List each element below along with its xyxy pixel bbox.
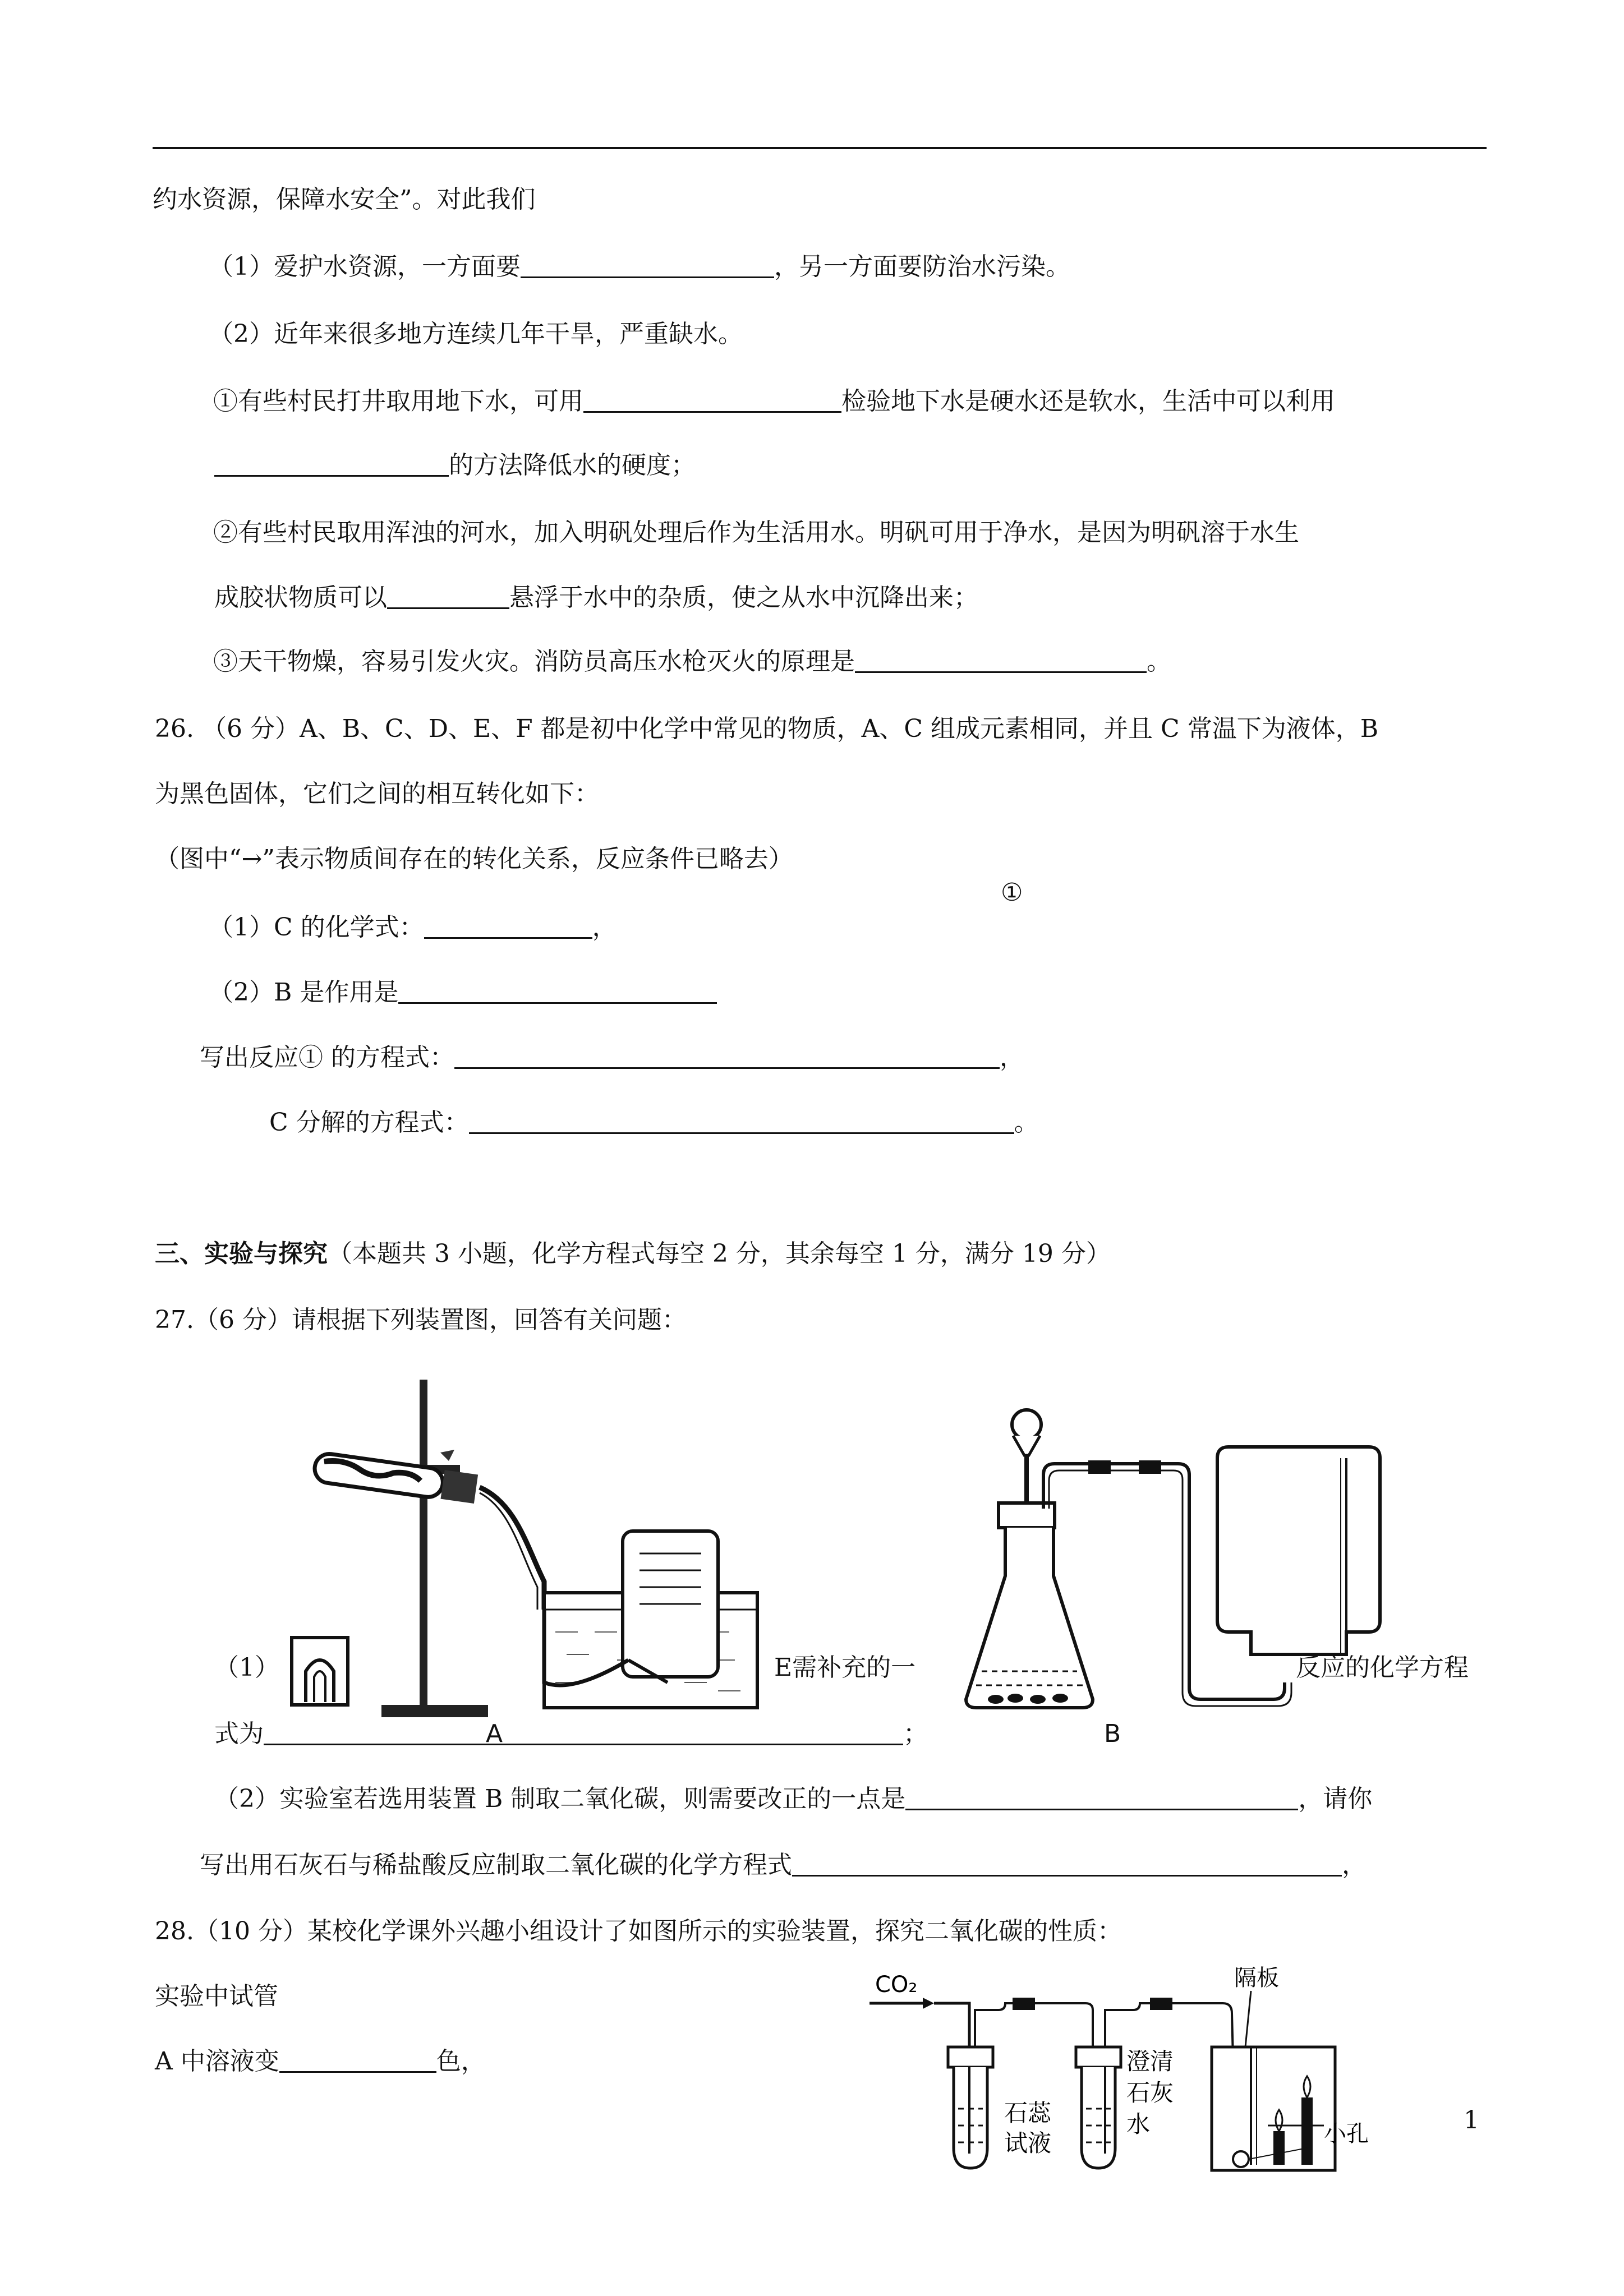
co2-label: CO₂: [875, 1972, 918, 1998]
answer-blank[interactable]: [214, 450, 449, 477]
question-27: 27.（6 分）请根据下列装置图，回答有关问题：: [155, 1306, 687, 1334]
answer-blank[interactable]: [905, 1784, 1298, 1810]
reaction-marker: ①: [1001, 878, 1023, 907]
answer-blank[interactable]: [279, 2046, 436, 2073]
lime-label-1: 澄清: [1126, 2048, 1174, 2075]
answer-blank[interactable]: [387, 583, 509, 609]
question-27-2: （2）实验室若选用装置 B 制取二氧化碳，则需要改正的一点是 ，请你: [214, 1785, 1373, 1813]
question-26-1: （1）C 的化学式： ，: [209, 913, 617, 942]
answer-blank[interactable]: [521, 252, 774, 278]
question-26-eq2: C 分解的方程式： 。: [269, 1108, 1039, 1137]
lime-label-3: 水: [1126, 2110, 1151, 2138]
question-27-1-end: 反应的化学方程: [1296, 1653, 1469, 1682]
apparatus-a-label: A: [486, 1719, 503, 1748]
question-27-2-cont: 写出用石灰石与稀盐酸反应制取二氧化碳的化学方程式 ，: [200, 1851, 1367, 1879]
question-28: 28.（10 分）某校化学课外兴趣小组设计了如图所示的实验装置，探究二氧化碳的性质：: [155, 1917, 1122, 1945]
apparatus-a-figure: [280, 1368, 785, 1727]
answer-blank[interactable]: [583, 386, 841, 413]
question-26: 26. （6 分）A、B、C、D、E、F 都是初中化学中常见的物质，A、C 组成元素相同，并且 C 常温下为液体，B: [155, 714, 1379, 743]
question-27-1-mid: E需补充的一: [774, 1653, 916, 1682]
hole-label: 小孔: [1324, 2121, 1369, 2147]
answer-blank[interactable]: [424, 912, 592, 939]
answer-blank[interactable]: [398, 978, 717, 1004]
litmus-label-1: 石蕊: [1004, 2099, 1052, 2127]
text-line: 约水资源，保障水安全”。对此我们: [153, 185, 536, 214]
answer-blank[interactable]: [454, 1043, 1000, 1069]
question-26-2: （2）B 是作用是: [209, 976, 717, 1009]
answer-blank[interactable]: [469, 1108, 1014, 1134]
apparatus-b-label: B: [1104, 1719, 1121, 1748]
question-26-eq1: 写出反应① 的方程式： ，: [200, 1043, 1024, 1072]
question-27-1-cont: 式为 ；: [214, 1719, 928, 1748]
question-2-3: ③天干物燥，容易引发火灾。消防员高压水枪灭火的原理是 。: [213, 647, 1171, 676]
question-2-1-cont: 的方法降低水的硬度；: [214, 449, 696, 482]
answer-blank[interactable]: [264, 1719, 903, 1745]
question-2-1: ①有些村民打井取用地下水，可用 检验地下水是硬水还是软水，生活中可以利用: [213, 387, 1335, 416]
answer-blank[interactable]: [792, 1850, 1342, 1877]
question-28-a: 实验中试管: [155, 1982, 278, 2011]
answer-blank[interactable]: [855, 647, 1147, 673]
lime-label-2: 石灰: [1126, 2079, 1174, 2106]
question-2-2-cont: 成胶状物质可以 悬浮于水中的杂质，使之从水中沉降出来；: [214, 583, 978, 612]
question-1: （1）爱护水资源，一方面要 ，另一方面要防治水污染。: [209, 252, 1070, 281]
partition-label: 隔板: [1234, 1965, 1279, 1991]
header-rule: [153, 147, 1487, 149]
question-28-b: A 中溶液变 色，: [155, 2047, 486, 2076]
section-3-heading: 三、实验与探究（本题共 3 小题，化学方程式每空 2 分，其余每空 1 分，满分 19 分）: [155, 1239, 1111, 1268]
question-26-cont: 为黑色固体，它们之间的相互转化如下：: [155, 780, 599, 808]
litmus-label-2: 试液: [1004, 2129, 1052, 2157]
question-26-note: （图中“→”表示物质间存在的转化关系，反应条件已略去）: [155, 845, 793, 873]
question-27-1-start: （1）: [214, 1653, 279, 1682]
co2-experiment-figure: [864, 1963, 1369, 2198]
page-number: 1: [1464, 2106, 1479, 2134]
question-2-2: ②有些村民取用浑浊的河水，加入明矾处理后作为生活用水。明矾可用于净水，是因为明矾溶于水生: [213, 518, 1299, 547]
question-2: （2）近年来很多地方连续几年干旱，严重缺水。: [209, 320, 743, 348]
